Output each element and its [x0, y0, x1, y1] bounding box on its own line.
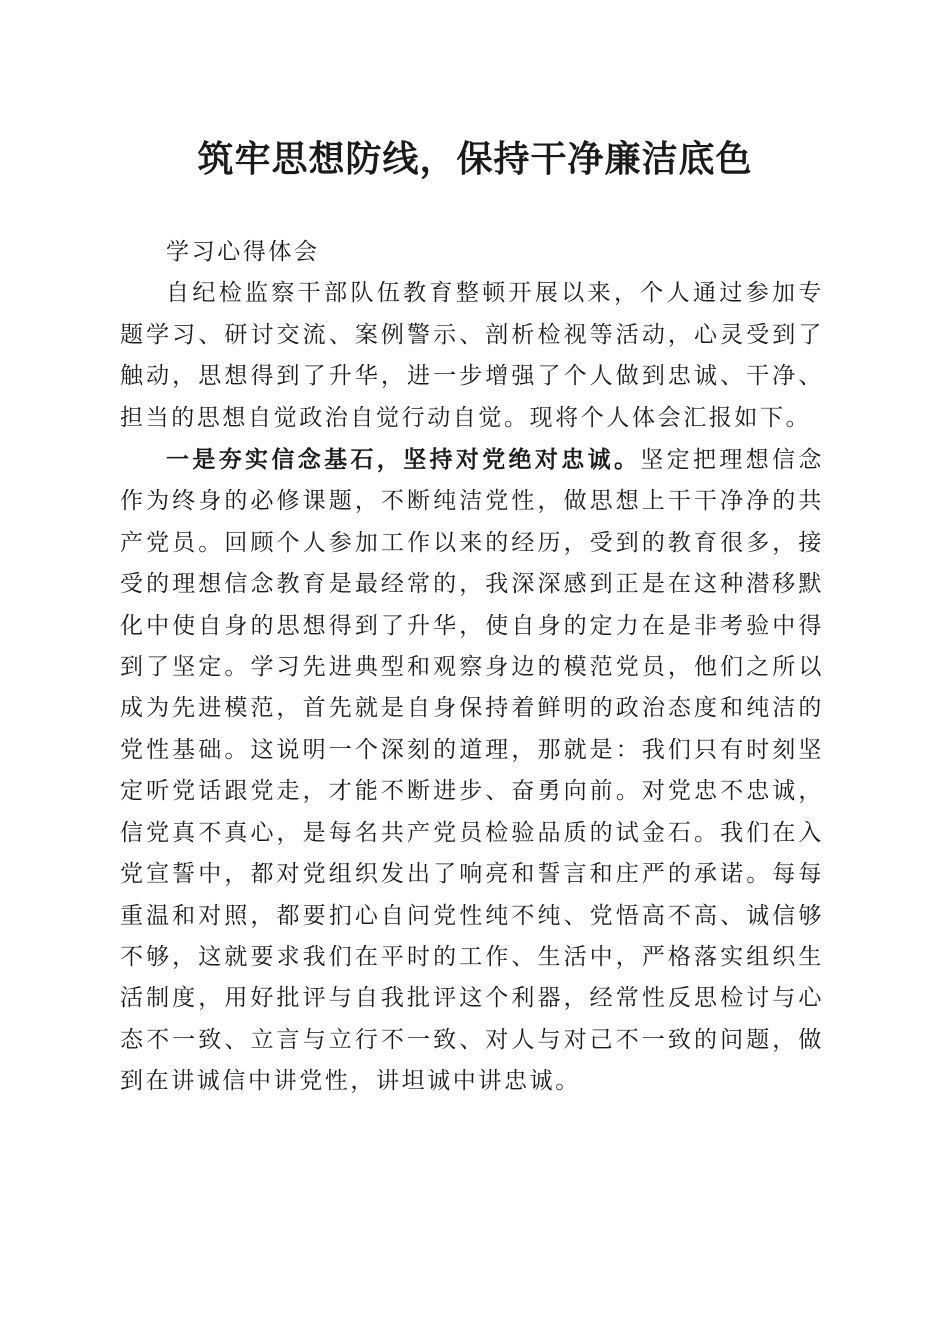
intro-paragraph: 自纪检监察干部队伍教育整顿开展以来，个人通过参加专题学习、研讨交流、案例警示、剖析检视等活动，心灵受到了触动，思想得到了升华，进一步增强了个人做到忠诚、干净、担当的思想自觉政治自觉行动自觉。现将个人体会汇报如下。 — [120, 280, 824, 431]
document-body — [120, 232, 824, 1103]
section-1-heading: 一是夯实信念基石，坚持对党绝对忠诚。 — [166, 446, 641, 474]
section-1-body: 坚定把理想信念作为终身的必修课题，不断纯洁党性，做思想上干干净净的共产党员。回顾个人参加工作以来的经历，受到的教育很多，接受的理想信念教育是最经常的，我深深感到正是在这种潜移默化中使自身的思想得到了升华，使自身的定力在是非考验中得到了坚定。学习先进典型和观察身边的模范党员，他们之所以成为先进模范，首先就是自身保持着鲜明的政治态度和纯洁的党性基础。这说明一个深刻的道理，那就是：我们只有时刻坚定听党话跟党走，才能不断进步、奋勇向前。对党忠不忠诚，信党真不真心，是每名共产党员检验品质的试金石。我们在入党宣誓中，都对党组织发出了响亮和誓言和庄严的承诺。每每重温和对照，都要扪心自问党性纯不纯、党悟高不高、诚信够不够，这就要求我们在平时的工作、生活中，严格落实组织生活制度，用好批评与自我批评这个利器，经常性反思检讨与心态不一致、立言与立行不一致、对人与对己不一致的问题，做到在讲诚信中讲党性，讲坦诚中讲忠诚。 — [120, 447, 824, 1095]
section-1-paragraph — [120, 439, 824, 1103]
document-title: 筑牢思想防线，保持干净廉洁底色 — [197, 138, 753, 180]
document-subtitle: 学习心得体会 — [166, 239, 320, 265]
